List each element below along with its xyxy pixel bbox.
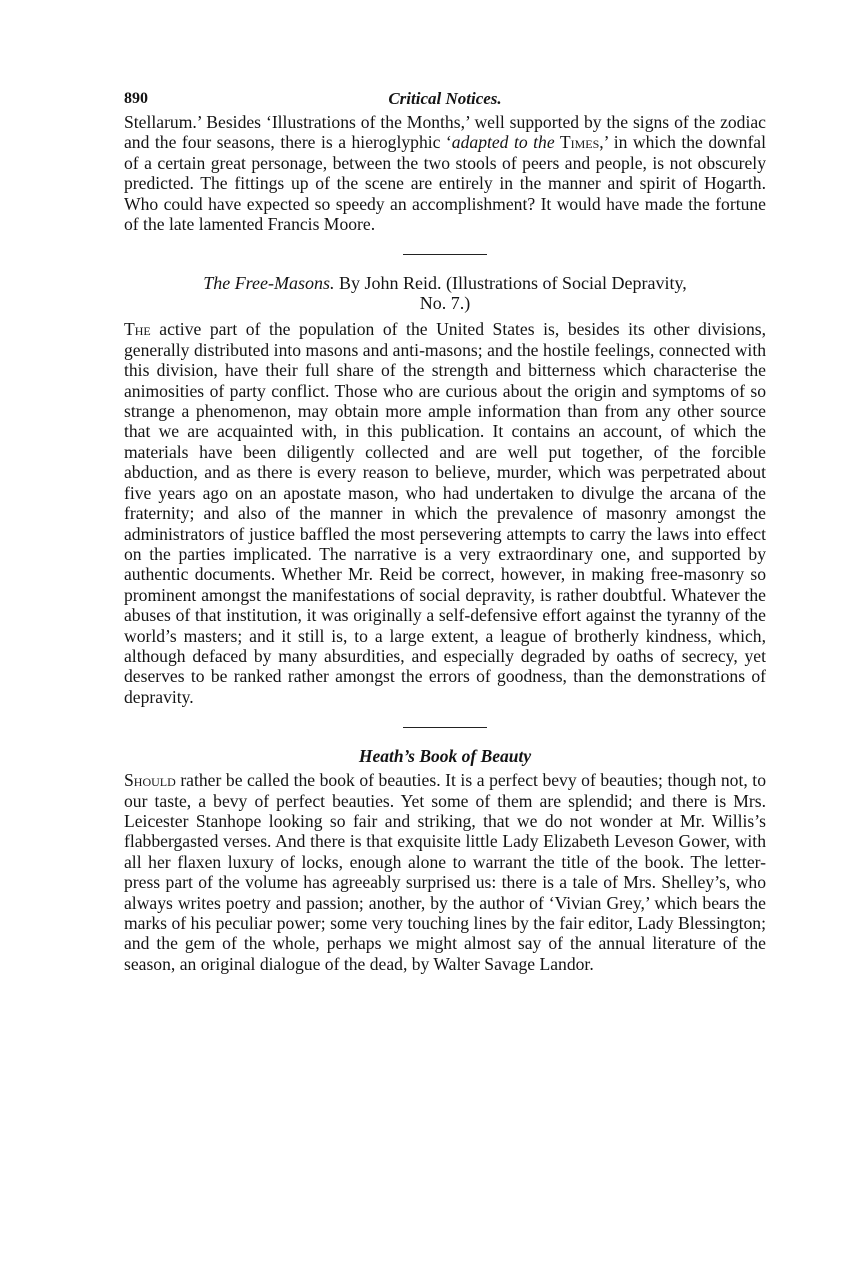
article-title-italic: The Free-Masons. (203, 273, 335, 294)
continuation-small-caps: Times (554, 132, 600, 153)
article-body-text: rather be called the book of beauties. It is a perfect bevy of beauties; though not, to our taste, a bevy of perfect beauties. Yet some of them are splendid; and there is Mrs. Leicester Stanhope looking so fair and striking, that we do not wonder at Mr. Willis’s flabbergasted verses. And there is that exquisite little Lady Elizabeth Leveson Gower, with all her flaxen luxury of locks, enough alone to warrant the title of the book. The letter-press part of the volume has agreeably surprised us: there is a tale of Mrs. Shelley’s, who always writes poetry and passion; another, by the author of ‘Vivian Grey,’ which bears the marks of his peculiar power; some very touching lines by the fair editor, Lady Blessington; and the gem of the whole, perhaps we might almost say of the annual literature of the season, an original dialogue of the dead, by Walter Savage Landor. (124, 770, 766, 974)
running-head (124, 86, 766, 112)
article-title-free-masons (124, 273, 766, 313)
article-body-book-of-beauty (124, 770, 766, 974)
section-divider (403, 254, 487, 255)
lead-word: The (124, 319, 151, 340)
article-body-free-masons (124, 319, 766, 707)
document-page (124, 86, 766, 974)
continuation-italic: adapted to the (451, 132, 555, 153)
section-divider (403, 727, 487, 728)
continuation-text-1: Stellarum.’ Besides ‘Illustrations of the Months,’ well supported by the signs of the zodiac and the four seasons, there is a hieroglyphic ‘ (124, 112, 766, 153)
article-body-text: active part of the population of the United States is, besides its other divisions, generally distributed into masons and anti-masons; and the hostile feelings, connected with this division, have their full share of the strength and bitterness which characterise the animosities of party conflict. Those who are curious about the origin and symptoms of so strange a phenomenon, may obtain more ample information than from any other source that we are acquainted with, in this publication. It contains an account, of which the materials have been diligently collected and are well put together, of the forcible abduction, and as there is every reason to believe, murder, which was perpetrated about five years ago on an apostate mason, who had undertaken to divulge the arcana of the fraternity; and also of the manner in which the prevalence of masonry amongst the administrators of justice baffled the most persevering attempts to carry the laws into effect on the parties implicated. The narrative is a very extraordinary one, and supported by authentic documents. Whether Mr. Reid be correct, however, in making free-masonry so prominent amongst the manifestations of social depravity, is rather doubtful. Whatever the abuses of that institution, it was originally a self-defensive effort against the tyranny of the world’s masters; and it still is, to a large extent, a league of brotherly kindness, which, although defaced by many absurdities, and especially degraded by oaths of secrecy, yet deserves to be ranked rather amongst the errors of goodness, than the demonstrations of depravity. (124, 319, 766, 707)
article-title-book-of-beauty: Heath’s Book of Beauty (358, 746, 532, 767)
running-title: Critical Notices. (388, 89, 502, 108)
continuation-paragraph (124, 112, 766, 234)
article-title-line2: No. 7.) (419, 293, 471, 314)
page-number: 890 (124, 90, 148, 107)
article-title-rest: By John Reid. (Illustrations of Social Depravity, (334, 273, 687, 294)
continuation-text-2: ,’ in which the downfal of a certain great personage, between the two stools of peers and people, is not obscurely predicted. The fittings up of the scene are entirely in the manner and spirit of Hogarth. Who could have expected so speedy an accomplishment? It would have made the fortune of the late lamented Francis Moore. (124, 132, 766, 235)
lead-word: Should (124, 770, 176, 791)
